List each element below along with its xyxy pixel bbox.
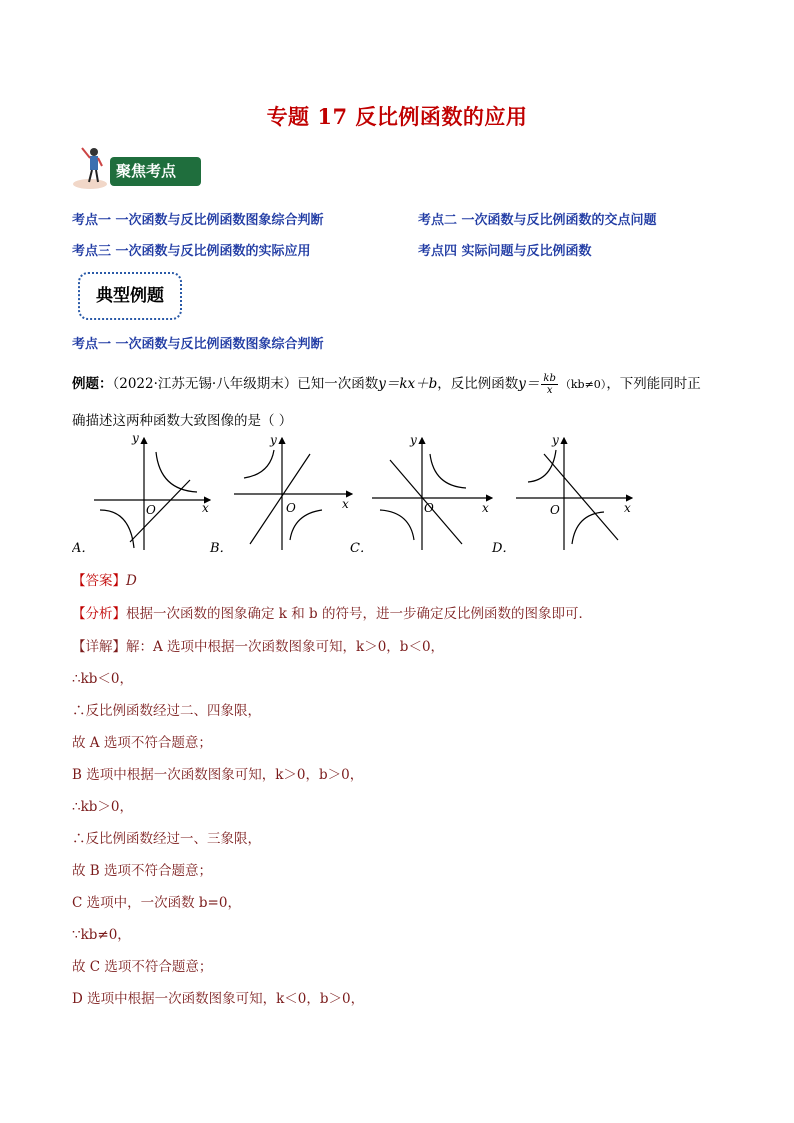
- detail-line-10: ∵kb≠0，: [72, 927, 131, 943]
- graph-d-x-label: x: [624, 501, 631, 515]
- page-title: 专题 17 反比例函数的应用: [266, 104, 528, 129]
- analysis-line: [72, 602, 592, 622]
- example-eq2: y＝: [518, 376, 540, 392]
- section-box: 典型例题: [78, 272, 182, 320]
- fraction-numerator: kb: [543, 373, 556, 384]
- option-c-label: C．: [350, 541, 373, 556]
- graph-c-y-label: y: [410, 433, 417, 447]
- graph-a[interactable]: [72, 432, 210, 556]
- example-text3: ，下列能同时正: [606, 376, 701, 392]
- detail-line-2: ∴kb＜0，: [72, 671, 134, 687]
- option-graphs: [72, 432, 722, 557]
- example-label: 例题：: [72, 376, 113, 392]
- focus-banner: [72, 142, 202, 190]
- answer-value: D: [126, 573, 137, 589]
- graph-c-x-label: x: [482, 501, 489, 515]
- toc-item-4[interactable]: 考点四 实际问题与反比例函数: [418, 244, 592, 259]
- option-d-label: D．: [492, 541, 516, 556]
- answer-tag: 【答案】: [72, 573, 126, 589]
- toc-item-2[interactable]: 考点二 一次函数与反比例函数的交点问题: [418, 213, 657, 228]
- detail-line-12: D 选项中根据一次函数图象可知，k＜0，b＞0，: [72, 991, 365, 1007]
- graph-b-origin: O: [286, 501, 296, 515]
- analysis-tag: 【分析】: [72, 606, 126, 622]
- graph-b[interactable]: [209, 433, 352, 556]
- detail-line-7: ∴反比例函数经过一、三象限，: [72, 831, 261, 847]
- example-question-line2: 确描述这两种函数大致图像的是（ ）: [72, 413, 293, 429]
- detail-line-9: C 选项中，一次函数 b=0，: [72, 895, 241, 911]
- graph-a-y-label: y: [132, 432, 139, 445]
- example-text2: ，反比例函数: [437, 376, 519, 392]
- example-eq1: y＝kx＋b: [378, 376, 438, 392]
- example-text1: （2022·江苏无锡·八年级期末）已知一次函数: [112, 376, 379, 392]
- graph-d-origin: O: [550, 503, 560, 517]
- detail-line-4: 故 A 选项不符合题意；: [72, 735, 212, 751]
- student-figure-icon: [72, 142, 112, 190]
- graph-c-origin: O: [424, 501, 434, 515]
- graph-d-y-label: y: [552, 433, 559, 447]
- section-heading: 考点一 一次函数与反比例函数图象综合判断: [72, 337, 324, 352]
- detail-line-1: 【详解】解：A 选项中根据一次函数图象可知，k＞0，b＜0，: [72, 639, 445, 655]
- graph-b-x-label: x: [342, 497, 349, 511]
- detail-line-6: ∴kb＞0，: [72, 799, 134, 815]
- fraction: [541, 373, 557, 396]
- graph-b-y-label: y: [270, 433, 277, 447]
- detail-line-3: ∴反比例函数经过二、四象限，: [72, 703, 261, 719]
- example-question-line1: [72, 372, 701, 396]
- graph-a-origin: O: [146, 503, 156, 517]
- toc-item-1[interactable]: 考点一 一次函数与反比例函数图象综合判断: [72, 213, 324, 228]
- graph-a-x-label: x: [202, 501, 209, 515]
- toc-item-3[interactable]: 考点三 一次函数与反比例函数的实际应用: [72, 244, 311, 259]
- analysis-text: 根据一次函数的图象确定 k 和 b 的符号，进一步确定反比例函数的图象即可．: [126, 606, 592, 622]
- fraction-denominator: x: [546, 385, 553, 396]
- example-condition: （kb≠0）: [559, 378, 607, 391]
- answer-line: [72, 569, 137, 589]
- detail-line-8: 故 B 选项不符合题意；: [72, 863, 213, 879]
- graph-d[interactable]: [491, 433, 632, 556]
- banner-label: 聚焦考点: [110, 157, 201, 186]
- option-a-label: A．: [72, 541, 95, 556]
- graph-c[interactable]: [350, 433, 492, 556]
- detail-line-5: B 选项中根据一次函数图象可知，k＞0，b＞0，: [72, 767, 364, 783]
- detail-line-11: 故 C 选项不符合题意；: [72, 959, 213, 975]
- option-b-label: B．: [210, 541, 233, 556]
